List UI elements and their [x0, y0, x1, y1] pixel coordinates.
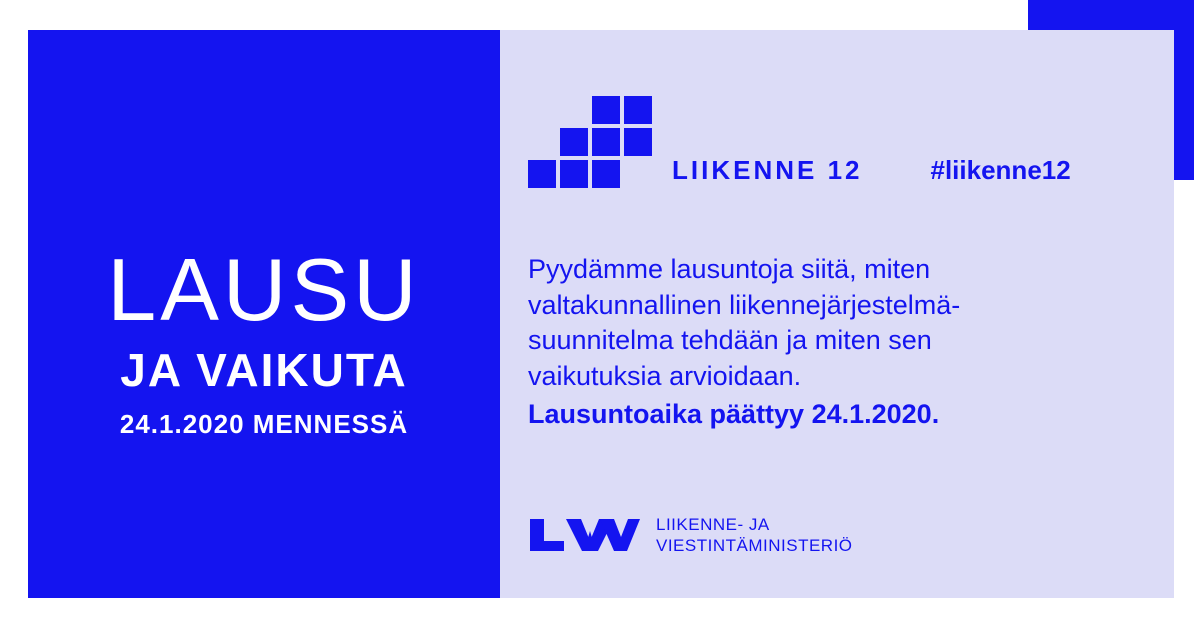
headline-sub: JA VAIKUTA [120, 343, 408, 396]
headline-main: LAUSU [107, 240, 421, 339]
body-line-1: Pyydämme lausuntoja siitä, miten [528, 254, 931, 284]
liikenne12-pixel-logo-icon [528, 96, 656, 188]
body-line-4: vaikutuksia arvioidaan. [528, 360, 802, 391]
ministry-name-line-2: VIESTINTÄMINISTERIÖ [656, 535, 853, 555]
body-text [528, 252, 1088, 432]
headline-group [28, 240, 500, 439]
brand-hashtag: #liikenne12 [930, 155, 1071, 185]
body-deadline-line: Lausuntoaika päättyy 24.1.2020. [528, 398, 940, 429]
brand-row [528, 92, 1071, 188]
body-line-3: suunnitelma tehdään ja miten sen [528, 325, 932, 356]
ministry-logo [528, 514, 853, 557]
ministry-name-line-1: LIIKENNE- JA [656, 514, 770, 534]
lvm-logo-icon [528, 517, 640, 553]
brand-name: LIIKENNE 12 [672, 155, 863, 185]
left-pane [28, 30, 500, 598]
headline-deadline: 24.1.2020 MENNESSÄ [119, 408, 409, 439]
right-pane [500, 30, 1174, 598]
ministry-name [656, 514, 853, 557]
poster-panel [28, 30, 1174, 598]
body-line-2: valtakunnallinen liikennejärjestelmä- [528, 289, 961, 320]
